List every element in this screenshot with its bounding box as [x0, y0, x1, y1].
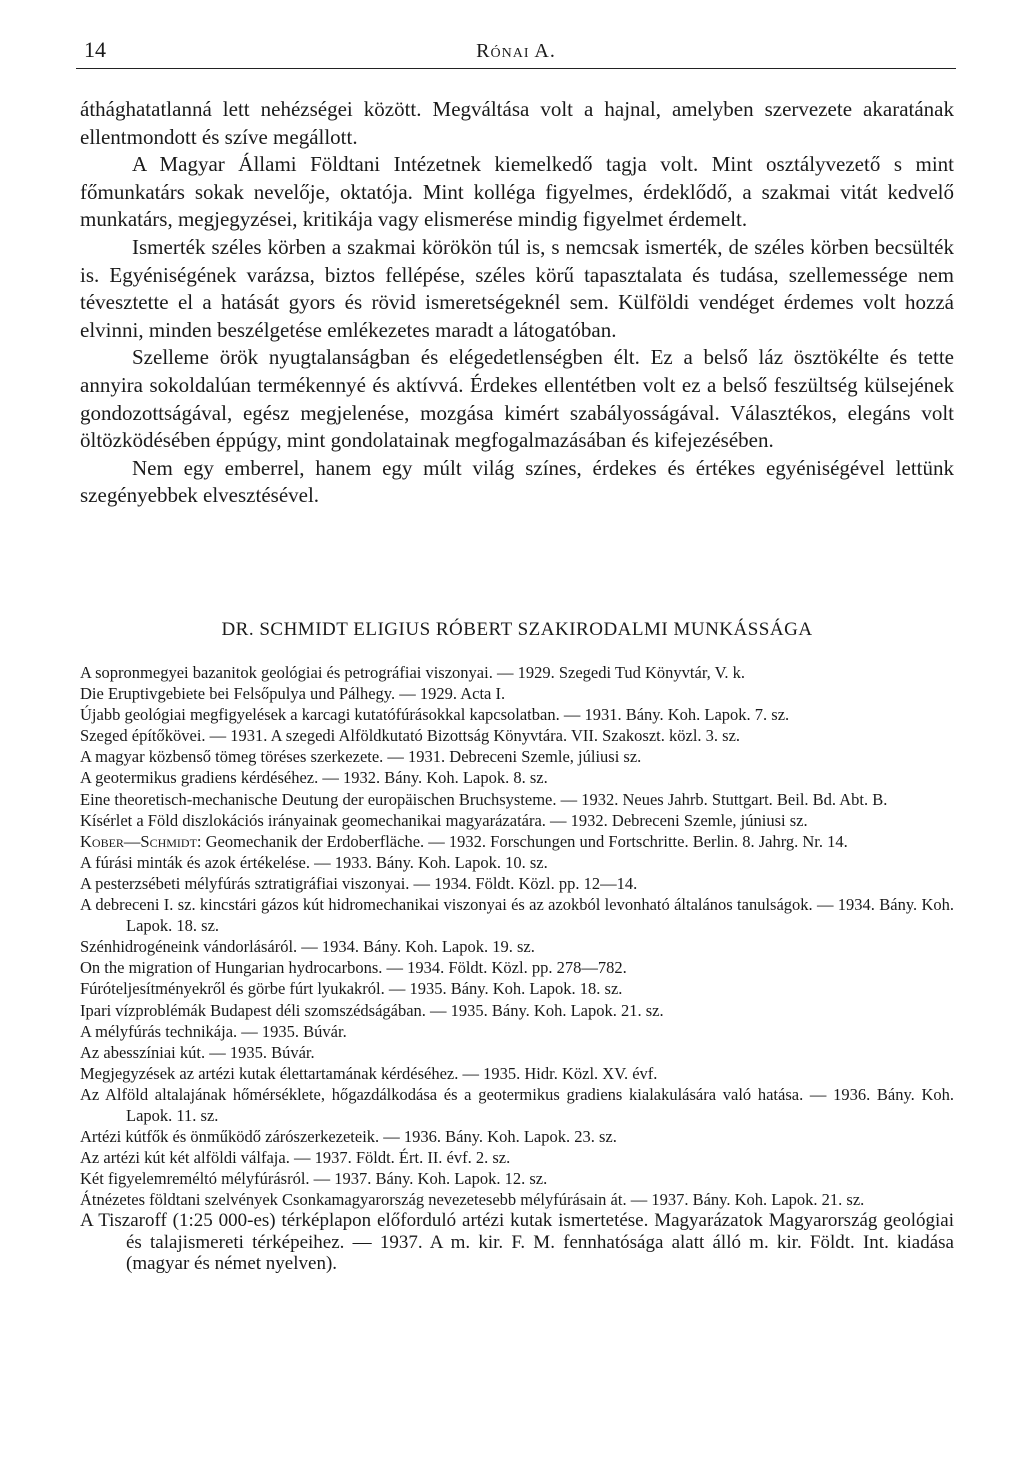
bibliography-entry	[80, 746, 954, 767]
running-head: Rónai A.	[476, 40, 556, 62]
bibliography-entry	[80, 873, 954, 894]
page-number: 14	[84, 37, 106, 62]
bibliography-entry	[80, 810, 954, 831]
bibliography-entry-text: Két figyelemreméltó mélyfúrásról. — 1937. Bány. Koh. Lapok. 12. sz.	[80, 1169, 548, 1189]
bibliography-entry	[80, 662, 954, 683]
bibliography-entry-text: A mélyfúrás technikája. — 1935. Búvár.	[80, 1021, 347, 1041]
paragraph: A Magyar Állami Földtani Intézetnek kiemelkedő tagja volt. Mint osztályvezető s mint főmunkatárs sokak nevelője, oktatója. Mint kolléga figyelmes, érdeklődő, a szakmai vitát kedvelő munkatárs, megjegyzései, kritikája vagy elismerése mindig figyelmet érdemelt.	[80, 152, 954, 232]
bibliography-entry-authors: Kober—Schmidt:	[80, 831, 202, 851]
bibliography-entry-text: A sopronmegyei bazanitok geológiai és petrográfiai viszonyai. — 1929. Szegedi Tud Könyvtár, V. k.	[80, 663, 746, 682]
bibliography-entry-text: Artézi kútfők és önműködő zárószerkezeteik. — 1936. Bány. Koh. Lapok. 23. sz.	[80, 1127, 617, 1147]
bibliography-entry-text: A pesterzsébeti mélyfúrás sztratigráfiai viszonyai. — 1934. Földt. Közl. pp. 12—14.	[80, 873, 638, 893]
bibliography-entry-text: Átnézetes földtani szelvények Csonkamagyarország nevezetesebb mélyfúrásain át. — 1937. Bány. Koh. Lapok. 21. sz.	[80, 1190, 865, 1210]
bibliography-entry-text: Eine theoretisch-mechanische Deutung der europäischen Bruchsysteme. — 1932. Neues Jahrb. Stuttgart. Beil. Bd. Abt. B.	[80, 789, 888, 809]
paragraph: Szelleme örök nyugtalanságban és elégedetlenségben élt. Ez a belső láz ösztökélte és tette annyira sokoldalúan termékennyé és aktívvá. Érdekes ellentétben volt ez a belső feszültség külsejének gondozottságával, egész megjelenése, mozgása kimért szabályosságával. Választékos, elegáns volt öltözködésében éppúgy, mint gondolatainak megfogalmazásában és kifejezésében.	[80, 345, 954, 453]
paragraph: áthághatatlanná lett nehézségei között. Megváltása volt a hajnal, amelyben szervezete akaratának ellentmondott és szíve megállott.	[80, 97, 954, 149]
bibliography-entry	[80, 1189, 954, 1210]
bibliography-entry-text: Szeged építőkövei. — 1931. A szegedi Alföldkutató Bizottság Könyvtára. VII. Szakoszt. közl. 3. sz.	[80, 726, 741, 746]
bibliography-entry	[80, 683, 954, 704]
bibliography-entry-text: Az abesszíniai kút. — 1935. Búvár.	[80, 1042, 315, 1062]
bibliography-entry	[80, 1021, 954, 1042]
bibliography-entry	[80, 704, 954, 725]
bibliography-entry	[80, 957, 954, 978]
bibliography-entry	[80, 1042, 954, 1063]
bibliography-entry	[80, 1063, 954, 1084]
bibliography-entry-text: Geomechanik der Erdoberfläche. — 1932. Forschungen und Fortschritte. Berlin. 8. Jahrg. Nr. 14.	[201, 831, 848, 851]
bibliography-entry-text: Szénhidrogéneink vándorlásáról. — 1934. Bány. Koh. Lapok. 19. sz.	[80, 937, 535, 957]
bibliography-entry	[80, 1126, 954, 1147]
bibliography-entry	[80, 852, 954, 873]
bibliography-title: DR. SCHMIDT ELIGIUS RÓBERT SZAKIRODALMI MUNKÁSSÁGA	[221, 619, 813, 640]
bibliography-entry	[80, 1147, 954, 1168]
page-header	[76, 36, 956, 69]
bibliography-entry-text: A geotermikus gradiens kérdéséhez. — 1932. Bány. Koh. Lapok. 8. sz.	[80, 768, 548, 788]
bibliography-entry	[80, 1168, 954, 1189]
bibliography-entry	[80, 894, 954, 936]
bibliography-entry-text: A Tiszaroff (1:25 000-es) térképlapon előforduló artézi kutak ismertetése. Magyarázatok Magyarország geológiai és talajismereti térképeihez. — 1937. A m. kir. F. M. fennhatósága alatt álló m. kir. Földt. Int. kiadása (magyar és német nyelven).	[80, 1210, 954, 1274]
bibliography-entry-text: Ipari vízproblémák Budapest déli szomszédságában. — 1935. Bány. Koh. Lapok. 21. sz.	[80, 1000, 664, 1020]
bibliography-entry-text: On the migration of Hungarian hydrocarbons. — 1934. Földt. Közl. pp. 278—782.	[80, 958, 627, 978]
bibliography-entry-text: Kísérlet a Föld diszlokációs irányainak geomechanikai magyarázatára. — 1932. Debreceni Szemle, júniusi sz.	[80, 810, 808, 830]
bibliography-entry-text: Újabb geológiai megfigyelések a karcagi kutatófúrásokkal kapcsolatban. — 1931. Bány. Koh. Lapok. 7. sz.	[80, 705, 790, 725]
bibliography-entry-text: A magyar közbenső tömeg töréses szerkezete. — 1931. Debreceni Szemle, júliusi sz.	[80, 747, 642, 767]
bibliography-entry	[80, 767, 954, 788]
bibliography-entry	[80, 978, 954, 999]
bibliography-list	[80, 662, 954, 1274]
body-text	[80, 96, 954, 510]
bibliography-entry	[80, 1000, 954, 1021]
bibliography-entry	[80, 1210, 954, 1273]
paragraph: Ismerték széles körben a szakmai körökön túl is, s nemcsak ismerték, de széles körben becsülték is. Egyéniségének varázsa, biztos fellépése, széles körű tapasztalata és tudása, szellemessége nem tévesztette el a hatását gyors és rövid ismeretségeknél sem. Külföldi vendéget érdemes volt hozzá elvinni, minden beszélgetése emlékezetes maradt a látogatóban.	[80, 234, 954, 342]
bibliography-entry	[80, 831, 954, 852]
bibliography-entry-text: Az Alföld altalajának hőmérséklete, hőgazdálkodása és a geotermikus gradiens kialakulására való hatása. — 1936. Bány. Koh. Lapok. 11. sz.	[80, 1084, 954, 1125]
bibliography-entry-text: A fúrási minták és azok értékelése. — 1933. Bány. Koh. Lapok. 10. sz.	[80, 852, 548, 872]
bibliography-entry-text: Az artézi kút két alföldi válfaja. — 1937. Földt. Ért. II. évf. 2. sz.	[80, 1148, 511, 1168]
bibliography-entry	[80, 1084, 954, 1126]
bibliography-entry-text: Die Eruptivgebiete bei Felsőpulya und Pálhegy. — 1929. Acta I.	[80, 684, 506, 704]
bibliography-entry-text: A debreceni I. sz. kincstári gázos kút hidromechanikai viszonyai és az azokból levonható általános tanulságok. — 1934. Bány. Koh. Lapok. 18. sz.	[80, 895, 954, 936]
bibliography-entry-text: Fúróteljesítményekről és görbe fúrt lyukakról. — 1935. Bány. Koh. Lapok. 18. sz.	[80, 979, 623, 999]
bibliography-entry	[80, 725, 954, 746]
paragraph: Nem egy emberrel, hanem egy múlt világ színes, érdekes és értékes egyéniségével lettünk szegényebbek elvesztésével.	[80, 455, 954, 508]
bibliography-entry	[80, 789, 954, 810]
bibliography-entry	[80, 936, 954, 957]
bibliography-entry-text: Megjegyzések az artézi kutak élettartamának kérdéséhez. — 1935. Hidr. Közl. XV. évf.	[80, 1063, 658, 1083]
